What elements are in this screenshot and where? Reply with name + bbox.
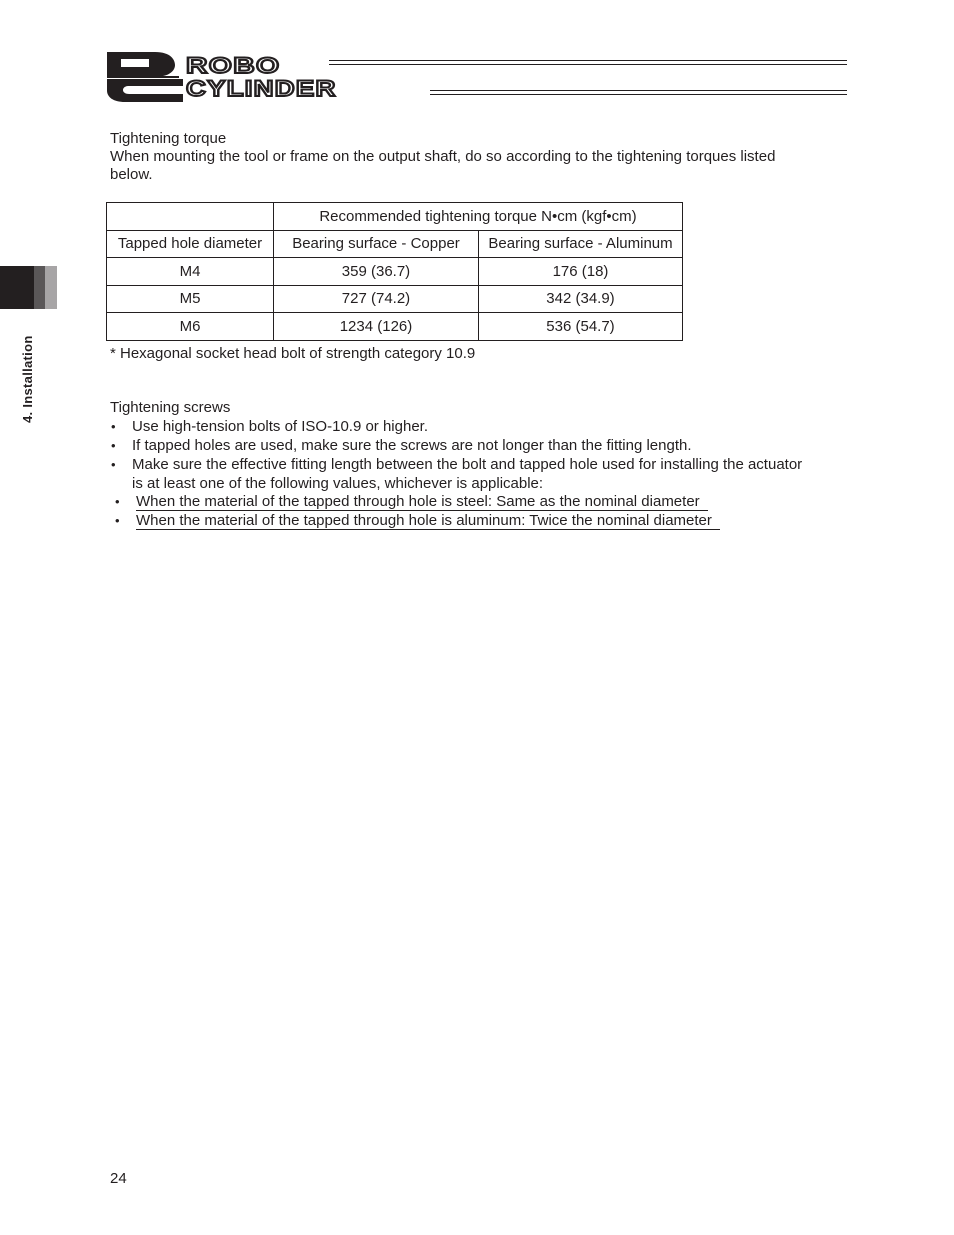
list-item [110,455,802,493]
page-number: 24 [110,1170,127,1187]
table-header-row [107,203,683,231]
screws-heading: Tightening screws [110,399,231,416]
list-item: • Use high-tension bolts of ISO-10.9 or higher. [110,417,802,436]
torque-intro-line1: When mounting the tool or frame on the output shaft, do so according to the tightening torques listed [110,148,776,165]
header-rule-top-thin [329,64,847,65]
table-footnote: * Hexagonal socket head bolt of strength category 10.9 [110,345,476,362]
cell-aluminum: 536 (54.7) [479,313,683,341]
table-row [107,313,683,341]
header-rule-bottom-thin [430,94,847,95]
chapter-tab-dark [0,266,34,309]
screws-sub-list [110,492,720,530]
col-header-copper: Bearing surface - Copper [274,230,479,258]
torque-table [106,202,683,341]
sub-list-item [110,511,720,530]
col-header-diameter: Tapped hole diameter [107,230,274,258]
logo-line-cylinder: CYLINDER [186,76,337,101]
chapter-tab-light [45,266,57,309]
sub-item-steel: When the material of the tapped through hole is steel: Same as the nominal diameter [136,493,708,511]
cell-copper: 359 (36.7) [274,258,479,286]
header-rule-bottom [430,90,847,91]
robo-cylinder-logo [107,52,847,102]
cell-copper: 1234 (126) [274,313,479,341]
table-row [107,285,683,313]
cell-aluminum: 342 (34.9) [479,285,683,313]
table-corner-cell [107,203,274,231]
cell-diameter: M4 [107,258,274,286]
table-column-header-row [107,230,683,258]
table-row [107,258,683,286]
torque-intro-line2: below. [110,166,153,183]
list-item-text: Make sure the effective fitting length between the bolt and tapped hole used for installing the actuator [132,456,803,473]
chapter-label: 4. Installation [20,335,35,423]
sub-item-aluminum: When the material of the tapped through hole is aluminum: Twice the nominal diameter [136,512,720,530]
list-item: • If tapped holes are used, make sure the screws are not longer than the fitting length. [110,436,802,455]
span-header: Recommended tightening torque N•cm (kgf•cm) [274,203,683,231]
rc-logo-mark [107,52,183,102]
logo-line-robo: ROBO [186,53,281,78]
header-rule-top [329,60,847,61]
sub-list-item [110,492,720,511]
chapter-tab-mid [34,266,45,309]
cell-copper: 727 (74.2) [274,285,479,313]
screws-bullet-list [110,417,802,493]
cell-aluminum: 176 (18) [479,258,683,286]
torque-heading: Tightening torque [110,130,227,147]
cell-diameter: M5 [107,285,274,313]
col-header-aluminum: Bearing surface - Aluminum [479,230,683,258]
list-item-text-cont: is at least one of the following values, whichever is applicable: [132,475,544,492]
cell-diameter: M6 [107,313,274,341]
